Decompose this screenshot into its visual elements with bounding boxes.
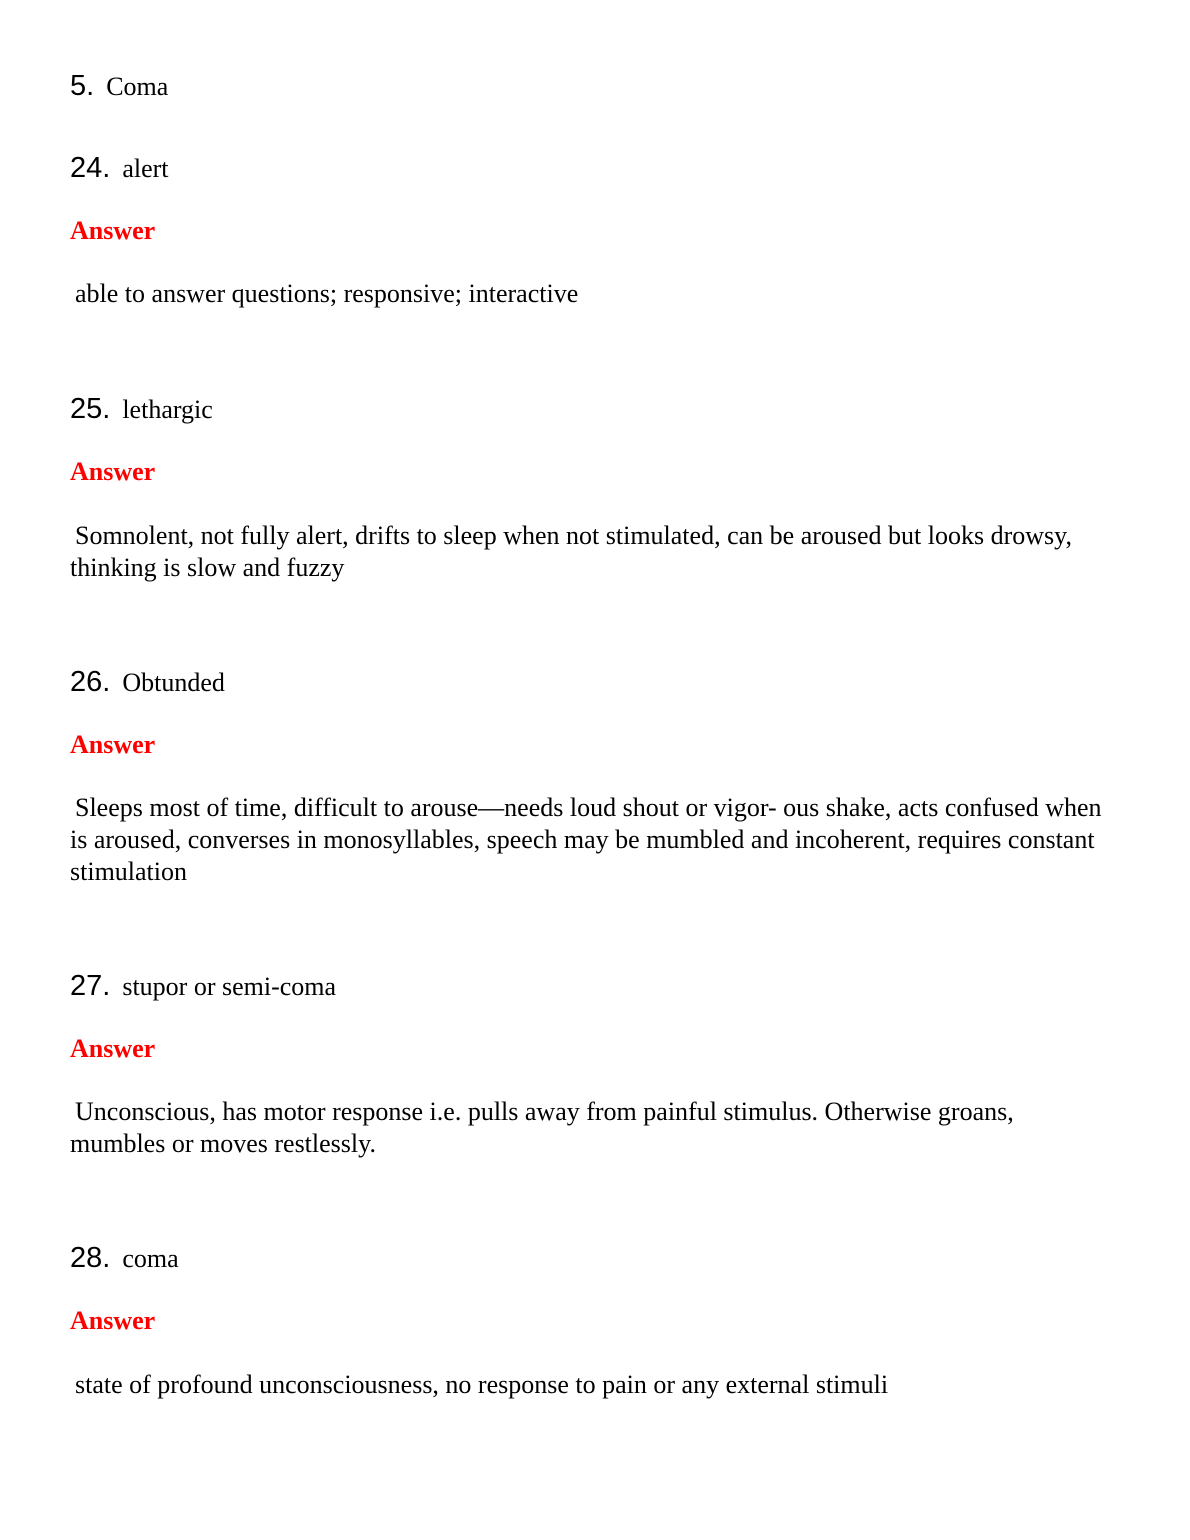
answer-text: Unconscious, has motor response i.e. pulls away from painful stimulus. Otherwise groans, mumbles or moves restlessly.	[70, 1097, 1014, 1158]
question-item	[70, 393, 213, 426]
question-number: 26.	[70, 666, 111, 698]
question-number: 27.	[70, 970, 111, 1002]
question-number: 24.	[70, 152, 111, 184]
question-term: Obtunded	[122, 668, 225, 697]
answer-label: Answer	[70, 457, 156, 486]
question-item	[70, 70, 168, 103]
question-number: 28.	[70, 1242, 111, 1274]
question-number: 25.	[70, 393, 111, 425]
answer-text: state of profound unconsciousness, no response to pain or any external stimuli	[75, 1370, 889, 1399]
question-term: alert	[122, 154, 169, 183]
answer-label: Answer	[70, 730, 156, 759]
question-item	[70, 152, 169, 185]
answer-label: Answer	[70, 216, 156, 245]
question-term: stupor or semi-coma	[122, 972, 337, 1001]
answer-text: able to answer questions; responsive; interactive	[75, 279, 579, 308]
answer-label: Answer	[70, 1034, 156, 1063]
answer-text: Somnolent, not fully alert, drifts to sleep when not stimulated, can be aroused but looks drowsy, thinking is slow and fuzzy	[70, 521, 1072, 582]
question-item	[70, 1242, 179, 1275]
question-number: 5.	[70, 70, 95, 102]
question-term: Coma	[106, 72, 169, 101]
question-item	[70, 666, 225, 699]
answer-text: Sleeps most of time, difficult to arouse—needs loud shout or vigor- ous shake, acts confused when is aroused, converses in monosyllables, speech may be mumbled and incoherent, requires constant stimulation	[70, 793, 1102, 886]
answer-label: Answer	[70, 1306, 156, 1335]
question-term: coma	[122, 1244, 179, 1273]
question-term: lethargic	[122, 395, 213, 424]
question-item	[70, 970, 336, 1003]
